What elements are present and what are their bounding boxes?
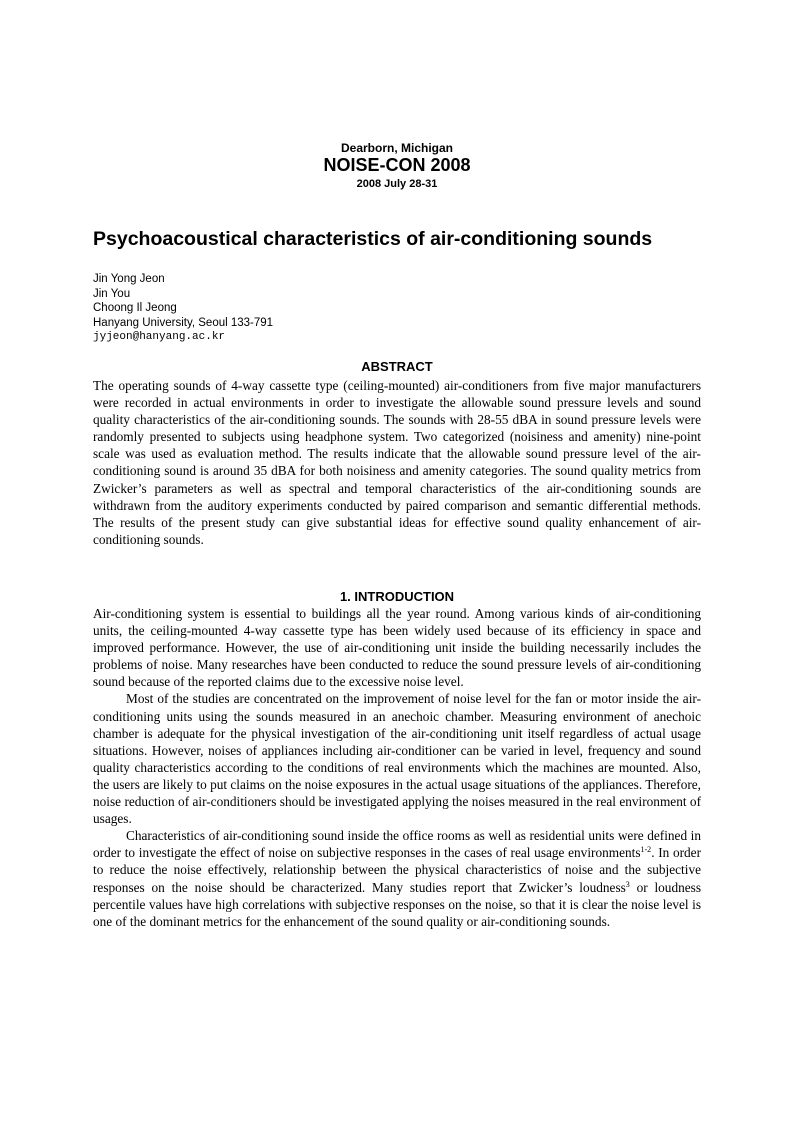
- introduction-body: [93, 605, 701, 930]
- abstract-paragraph: The operating sounds of 4-way cassette type (ceiling-mounted) air-conditioners from five major manufacturers were recorded in actual environments in order to investigate the allowable sound pressure levels and sound quality characteristics of the air-conditioning sounds. The sounds with 28-55 dBA in sound pressure levels were randomly presented to subjects using headphone system. Two categorized (noisiness and amenity) nine-point scale was used as evaluation method. The results indicate that the allowable sound pressure level of the air-conditioning sound is around 35 dBA for both noisiness and amenity categories. The sound quality metrics from Zwicker’s parameters as well as spectral and temporal characteristics of the air-conditioning sounds are withdrawn from the auditory experiments conducted by paired comparison and semantic differential methods. The results of the present study can give substantial ideas for effective sound quality enhancement of air-conditioning sounds.: [93, 378, 701, 547]
- author-name: Jin You: [93, 287, 131, 300]
- abstract-body: [93, 377, 701, 548]
- intro-paragraph-3: [93, 827, 701, 930]
- author-name: Choong Il Jeong: [93, 302, 177, 315]
- author-email: jyjeon@hanyang.ac.kr: [93, 331, 226, 344]
- intro-paragraph-1: Air-conditioning system is essential to buildings all the year round. Among various kinds of air-conditioning units, the ceiling-mounted 4-way cassette type has been widely used because of its efficiency in space and improved performance. However, the use of air-conditioning unit inside the building necessarily includes the problems of noise. Many researches have been conducted to reduce the sound pressure levels of air-conditioning sound because of the reported claims due to the excessive noise level.: [93, 606, 701, 690]
- abstract-heading: ABSTRACT: [361, 359, 433, 374]
- intro-paragraph-3-text: or loudness percentile values have high correlations with subjective responses on the noise, so that it is clear the noise level is one of the dominant metrics for the enhancement of the sound quality or air-conditioning sounds.: [93, 879, 701, 929]
- citation-ref: 1-2: [640, 845, 652, 855]
- author-affiliation: Hanyang University, Seoul 133-791: [93, 316, 274, 329]
- intro-paragraph-3-text: Characteristics of air-conditioning sound inside the office rooms as well as residential units were defined in order to investigate the effect of noise on subjective responses in the cases of real usage environments: [93, 828, 701, 861]
- intro-paragraph-2: Most of the studies are concentrated on the improvement of noise level for the fan or motor inside the air-conditioning units using the sounds measured in an anechoic chamber. Measuring environment of anechoic chamber is adequate for the physical investigation of the air-conditioning unit itself regardless of actual usage situations. However, noises of appliances including air-conditioner can be varied in level, frequency and sound quality characteristics according to the conditions of real environments which the machines are mounted. Also, the users are likely to put claims on the noise exposures in the actual usage situations of the appliances. Therefore, noise reduction of air-conditioners should be investigated applying the noises measured in the real environment of usages.: [93, 691, 701, 827]
- conference-date: 2008 July 28-31: [356, 178, 438, 190]
- conference-location: Dearborn, Michigan: [340, 141, 453, 155]
- introduction-heading: 1. INTRODUCTION: [339, 589, 455, 604]
- conference-name: NOISE-CON 2008: [323, 155, 471, 175]
- paper-title: Psychoacoustical characteristics of air-conditioning sounds: [93, 228, 653, 250]
- author-block: [93, 272, 273, 345]
- citation-ref: 3: [625, 879, 630, 889]
- intro-paragraph-3-text: . In order to reduce the noise effectively, relationship between the physical characteristics of noise and the subjective responses on the noise should be characterized. Many studies report that Zwicker’s loudness: [93, 845, 702, 895]
- author-name: Jin Yong Jeon: [93, 273, 165, 285]
